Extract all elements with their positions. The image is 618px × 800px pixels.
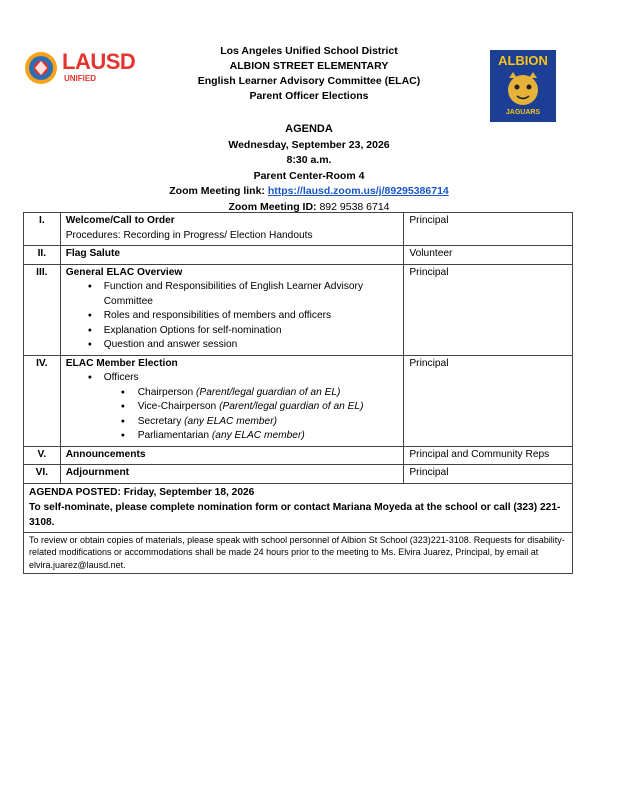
officer-note: (any ELAC member) <box>211 430 305 441</box>
item-number: IV. <box>24 355 61 446</box>
zoom-id-label: Zoom Meeting ID: <box>228 200 317 213</box>
table-row <box>24 355 573 446</box>
posting-notice <box>24 483 573 532</box>
item-content <box>60 246 404 265</box>
officer-item <box>66 400 399 415</box>
item-presenter: Principal <box>404 355 573 446</box>
agenda-title: AGENDA <box>285 123 333 135</box>
item-presenter: Volunteer <box>404 246 573 265</box>
zoom-id: 892 9538 6714 <box>319 200 390 213</box>
item-title: ELAC Member Election <box>65 357 178 369</box>
officer-role: Vice-Chairperson <box>137 401 217 412</box>
zoom-link-label: Zoom Meeting link: <box>169 185 265 197</box>
item-content <box>60 355 404 446</box>
item-title: General ELAC Overview <box>65 266 183 278</box>
table-row <box>24 446 573 465</box>
list-item: ● Function and Responsibilities of English Learner Advisory Committee <box>66 280 399 309</box>
agenda-table <box>23 212 573 574</box>
accessibility-notice: To review or obtain copies of materials, please speak with school personnel of Albion St School (323)221-3108. Requests for disability-related modifications or accommodations shall be made 24 hours prior to the meeting to Ms. Elvira Juarez, Principal, by email at elvira.juarez@lausd.net. <box>24 532 573 574</box>
item-title: Flag Salute <box>65 248 121 259</box>
item-content <box>60 264 404 355</box>
lausd-logo-text: LAUSD <box>62 49 136 74</box>
item-presenter: Principal <box>404 213 573 246</box>
district-name: Los Angeles Unified School District <box>220 45 398 57</box>
item-presenter: Principal <box>404 264 573 355</box>
item-number: V. <box>24 446 61 465</box>
list-item: ● Officers <box>66 371 399 386</box>
item-number: III. <box>24 264 61 355</box>
officer-role: Chairperson <box>137 386 194 398</box>
school-name: ALBION STREET ELEMENTARY <box>229 60 389 72</box>
document-header <box>150 44 468 104</box>
table-row <box>24 483 573 532</box>
officer-role: Secretary <box>137 415 182 427</box>
lausd-logo-subtext: UNIFIED <box>64 74 96 83</box>
officer-item <box>66 429 399 444</box>
list-item: ● Question and answer session <box>66 338 399 353</box>
item-content <box>60 465 404 484</box>
officer-item <box>66 415 399 430</box>
zoom-link[interactable]: https://lausd.zoom.us/j/89295386714 <box>267 185 449 197</box>
officer-role: Parliamentarian <box>137 430 210 441</box>
list-item: ● Roles and responsibilities of members and officers <box>66 309 399 324</box>
meeting-date: Wednesday, September 23, 2026 <box>228 138 390 151</box>
albion-logo <box>490 50 556 122</box>
item-title: Adjournment <box>65 467 130 478</box>
agenda-posted: AGENDA POSTED: Friday, September 18, 2026 <box>29 486 255 498</box>
item-detail: Procedures: Recording in Progress/ Election Handouts <box>65 229 313 241</box>
agenda-info <box>100 122 518 215</box>
item-content <box>60 213 404 246</box>
self-nomination-note: To self-nominate, please complete nomination form or contact Mariana Moyeda at the school or call (323) 221-3108. <box>29 501 561 528</box>
officer-note: (any ELAC member) <box>184 415 277 427</box>
table-row <box>24 532 573 574</box>
committee-name: English Learner Advisory Committee (ELAC) <box>197 75 421 87</box>
list-item: ● Explanation Options for self-nomination <box>66 324 399 339</box>
item-number: I. <box>24 213 61 246</box>
albion-logo-subtext: JAGUARS <box>505 109 541 116</box>
meeting-time: 8:30 a.m. <box>286 154 332 166</box>
item-presenter: Principal <box>404 465 573 484</box>
meeting-location: Parent Center-Room 4 <box>253 169 365 182</box>
lausd-logo <box>24 48 152 88</box>
albion-logo-text: ALBION <box>498 53 548 68</box>
item-number: II. <box>24 246 61 265</box>
item-number: VI. <box>24 465 61 484</box>
item-title: Announcements <box>65 448 146 460</box>
table-row <box>24 264 573 355</box>
item-content <box>60 446 404 465</box>
item-presenter: Principal and Community Reps <box>404 446 573 465</box>
officer-item <box>66 386 399 401</box>
event-name: Parent Officer Elections <box>249 90 369 102</box>
item-title: Welcome/Call to Order <box>65 215 175 226</box>
officer-note: (Parent/legal guardian of an EL) <box>219 401 364 412</box>
table-row <box>24 213 573 246</box>
officer-note: (Parent/legal guardian of an EL) <box>196 386 341 398</box>
table-row <box>24 246 573 265</box>
zoom-link-line <box>100 184 518 200</box>
table-row <box>24 465 573 484</box>
